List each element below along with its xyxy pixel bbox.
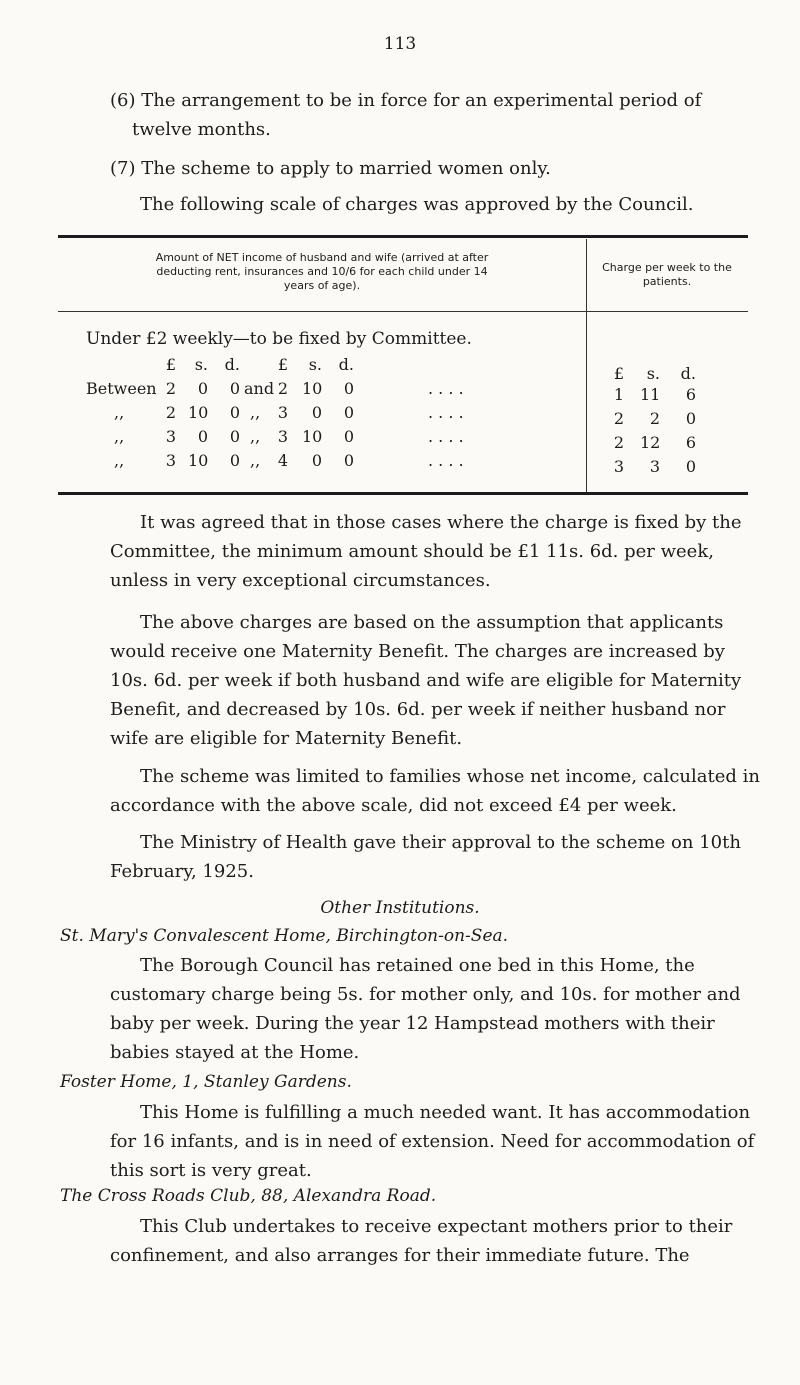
unit-header: s.: [194, 355, 208, 374]
table-bottom-rule: [58, 492, 748, 495]
income-to-cell: 2: [277, 379, 288, 398]
income-to-cell: 10: [302, 427, 323, 446]
paragraph-min-amount: It was agreed that in those cases where the charge is fixed by the Committee, the minimum amount should be £1 11s. 6d. per week, unless in very exceptional circumstances.: [110, 512, 742, 591]
income-from-cell: 10: [188, 451, 209, 470]
row-joiner: ,,: [250, 403, 261, 422]
charge-cell: 6: [685, 433, 696, 452]
income-from-cell: 0: [229, 427, 240, 446]
row-prefix: ,,: [114, 427, 125, 446]
income-from-cell: 3: [165, 427, 176, 446]
dot-leader: . . . .: [428, 379, 464, 398]
income-to-cell: 3: [277, 403, 288, 422]
dot-leader: . . . .: [428, 403, 464, 422]
numbered-items: [110, 86, 760, 183]
paragraph-maternity-benefit: The above charges are based on the assumption that applicants would receive one Maternity Benefit. The charges are increased by 10s. 6d. per week if both husband and wife are eligible for Maternity Benefit, and decreased by 10s. 6d. per week if neither husband nor wife are eligible for Maternity Benefit.: [110, 612, 742, 749]
charge-cell: 3: [649, 457, 660, 476]
charge-cell: 0: [685, 457, 696, 476]
charge-column-header: Charge per week to the patients.: [602, 261, 732, 288]
column-divider: [586, 239, 587, 495]
charge-unit-header: £: [613, 364, 624, 383]
row-prefix: ,,: [114, 403, 125, 422]
charge-cell: 2: [613, 433, 624, 452]
intro-text: The following scale of charges was approved by the Council.: [140, 194, 694, 215]
section-body-cross-roads: This Club undertakes to receive expectant mothers prior to their confinement, and also arranges for their immediate future. The: [110, 1216, 733, 1266]
income-from-cell: 10: [188, 403, 209, 422]
dot-leader: . . . .: [428, 451, 464, 470]
income-to-cell: 4: [277, 451, 288, 470]
charge-cell: 2: [613, 409, 624, 428]
charge-cell: 2: [649, 409, 660, 428]
charge-cell: 11: [640, 385, 661, 404]
charge-cell: 0: [685, 409, 696, 428]
row-prefix: Between: [86, 379, 157, 398]
income-from-cell: 2: [165, 379, 176, 398]
other-institutions-heading: Other Institutions.: [320, 898, 480, 918]
charge-cell: 12: [640, 433, 661, 452]
charge-unit-header: d.: [680, 364, 696, 383]
income-from-cell: 3: [165, 451, 176, 470]
income-from-cell: 0: [229, 451, 240, 470]
income-to-cell: 3: [277, 427, 288, 446]
income-to-cell: 10: [302, 379, 323, 398]
row-prefix: ,,: [114, 451, 125, 470]
row-joiner: ,,: [250, 427, 261, 446]
income-from-cell: 0: [229, 403, 240, 422]
income-from-cell: 0: [197, 427, 208, 446]
item-6: (6) The arrangement to be in force for an experimental period of twelve months.: [110, 90, 702, 140]
dot-leader: . . . .: [428, 427, 464, 446]
income-to-cell: 0: [343, 451, 354, 470]
section-title-st-marys: St. Mary's Convalescent Home, Birchington-on-Sea.: [60, 926, 509, 946]
header-rule: [58, 311, 748, 312]
row-joiner: and: [244, 379, 275, 398]
section-title-foster-home: Foster Home, 1, Stanley Gardens.: [60, 1072, 352, 1092]
charge-unit-header: s.: [646, 364, 660, 383]
income-column-header: Amount of NET income of husband and wife (arrived at after deducting rent, insurances and 10/6 for each child under 14 years of age).: [155, 251, 489, 292]
income-to-cell: 0: [343, 427, 354, 446]
section-body-foster-home: This Home is fulfilling a much needed want. It has accommodation for 16 infants, and is in need of extension. Need for accommodation of this sort is very great.: [110, 1102, 755, 1181]
unit-header: £: [165, 355, 176, 374]
income-from-cell: 0: [197, 379, 208, 398]
income-to-cell: 0: [311, 451, 322, 470]
unit-header: d.: [338, 355, 354, 374]
under-row: Under £2 weekly—to be fixed by Committee.: [86, 329, 472, 349]
table-top-rule: [58, 235, 748, 238]
charge-cell: 6: [685, 385, 696, 404]
unit-header: d.: [224, 355, 240, 374]
income-to-cell: 0: [311, 403, 322, 422]
income-to-cell: 0: [343, 403, 354, 422]
income-to-cell: 0: [343, 379, 354, 398]
income-from-cell: 0: [229, 379, 240, 398]
page-number: 113: [383, 34, 417, 54]
row-joiner: ,,: [250, 451, 261, 470]
unit-header: £: [277, 355, 288, 374]
item-7: (7) The scheme to apply to married women only.: [110, 158, 551, 179]
income-from-cell: 2: [165, 403, 176, 422]
charge-cell: 3: [613, 457, 624, 476]
unit-header: s.: [308, 355, 322, 374]
section-title-cross-roads: The Cross Roads Club, 88, Alexandra Road.: [60, 1186, 437, 1206]
charge-cell: 1: [613, 385, 624, 404]
paragraph-ministry-approval: The Ministry of Health gave their approval to the scheme on 10th February, 1925.: [110, 832, 741, 882]
section-body-st-marys: The Borough Council has retained one bed in this Home, the customary charge being 5s. for mother only, and 10s. for mother and baby per week. During the year 12 Hampstead mothers with their babies stayed at the Home.: [110, 955, 741, 1063]
charges-table: [58, 235, 748, 495]
paragraph-scheme-limit: The scheme was limited to families whose net income, calculated in accordance with the above scale, did not exceed £4 per week.: [110, 766, 760, 816]
